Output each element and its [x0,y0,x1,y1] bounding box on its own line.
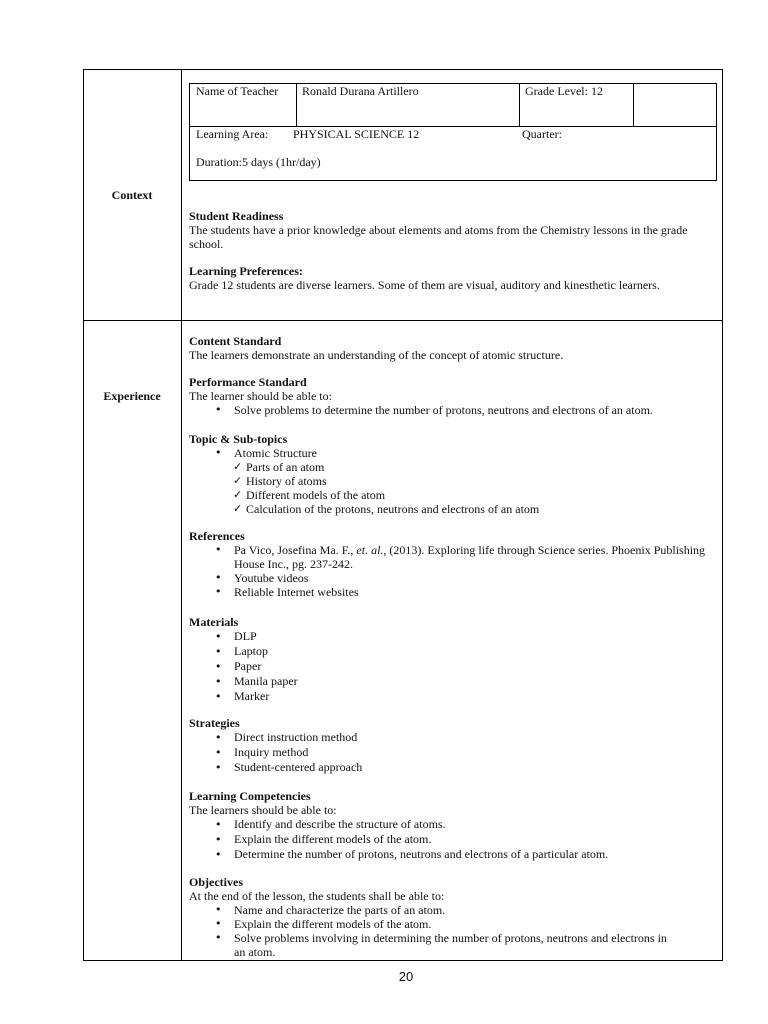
grade-level-label: Grade Level: 12 [525,84,603,98]
learning-preferences-heading: Learning Preferences: [189,264,303,278]
list-item: • Solve problems to determine the number of protons, neutrons and electrons of an atom. [189,403,717,417]
info-table-col-divider-3 [633,84,634,126]
subtopic-item: ✓ History of atoms [189,474,717,488]
student-readiness-section [189,209,717,251]
student-readiness-text: The students have a prior knowledge about elements and atoms from the Chemistry lessons in the grade school. [189,223,688,251]
learning-competencies-section [189,789,717,862]
objective-item: • Explain the different models of the atom. [189,917,679,931]
objectives-section [189,875,717,959]
strategy-item: • Direct instruction method [189,730,717,745]
reference-item: • Youtube videos [189,571,709,585]
objective-item: • Solve problems involving in determining the number of protons, neutrons and electrons in an atom. [189,931,679,959]
column-divider [181,69,182,961]
strategies-heading: Strategies [189,716,240,730]
strategies-section [189,716,717,775]
material-item: • Manila paper [189,674,717,689]
performance-standard-section [189,375,717,417]
references-heading: References [189,529,245,543]
quarter-label: Quarter: [522,127,562,141]
reference-etal: et. al. [356,543,384,557]
learning-competencies-heading: Learning Competencies [189,789,311,803]
content-standard-section [189,334,717,362]
competency-item: • Identify and describe the structure of atoms. [189,817,717,832]
reference-item: • Reliable Internet websites [189,585,709,599]
learning-competencies-text: The learners should be able to: [189,803,337,817]
context-label: Context [111,188,153,202]
info-table-col-divider-2 [519,84,520,126]
teacher-info-table [189,83,717,181]
duration-text: Duration:5 days (1hr/day) [196,155,321,169]
topic-heading: Topic & Sub-topics [189,432,288,446]
references-section [189,529,717,599]
subtopic-item: ✓ Calculation of the protons, neutrons and electrons of an atom [189,502,717,516]
performance-standard-heading: Performance Standard [189,375,307,389]
learning-area-label: Learning Area: [196,127,269,141]
material-item: • Laptop [189,644,717,659]
objectives-text: At the end of the lesson, the students shall be able to: [189,889,445,903]
reference-author: Pa Vico, Josefina Ma. F., [234,543,357,557]
subtopic-item: ✓ Different models of the atom [189,488,717,502]
content-standard-heading: Content Standard [189,334,282,348]
student-readiness-heading: Student Readiness [189,209,284,223]
materials-section [189,615,717,704]
learning-preferences-text: Grade 12 students are diverse learners. Some of them are visual, auditory and kinesthetic learners. [189,278,660,292]
page-number: 20 [398,969,414,984]
competency-item: • Explain the different models of the atom. [189,832,717,847]
content-standard-text: The learners demonstrate an understanding of the concept of atomic structure. [189,348,564,362]
materials-heading: Materials [189,615,239,629]
learning-area-value: PHYSICAL SCIENCE 12 [293,127,420,141]
topic-main-item: • Atomic Structure [189,446,717,460]
learning-preferences-section [189,264,717,292]
reference-item [189,543,709,571]
subtopic-item: ✓ Parts of an atom [189,460,717,474]
material-item: • Paper [189,659,717,674]
teacher-name-label: Name of Teacher [196,84,279,98]
performance-standard-text: The learner should be able to: [189,389,332,403]
material-item: • DLP [189,629,717,644]
objective-item: • Name and characterize the parts of an atom. [189,903,679,917]
info-table-row-divider [190,126,716,127]
competency-item: • Determine the number of protons, neutrons and electrons of a particular atom. [189,847,717,862]
topic-section [189,432,717,516]
strategy-item: • Inquiry method [189,745,717,760]
reference-details: , (2013). Exploring life through Science series. Phoenix Publishing House Inc., pg. 237-242. [234,543,706,571]
strategy-item: • Student-centered approach [189,760,717,775]
info-table-col-divider-1 [296,84,297,126]
experience-label: Experience [103,389,161,403]
teacher-name-value: Ronald Durana Artillero [302,84,419,98]
row-divider [83,320,723,321]
objectives-heading: Objectives [189,875,243,889]
material-item: • Marker [189,689,717,704]
